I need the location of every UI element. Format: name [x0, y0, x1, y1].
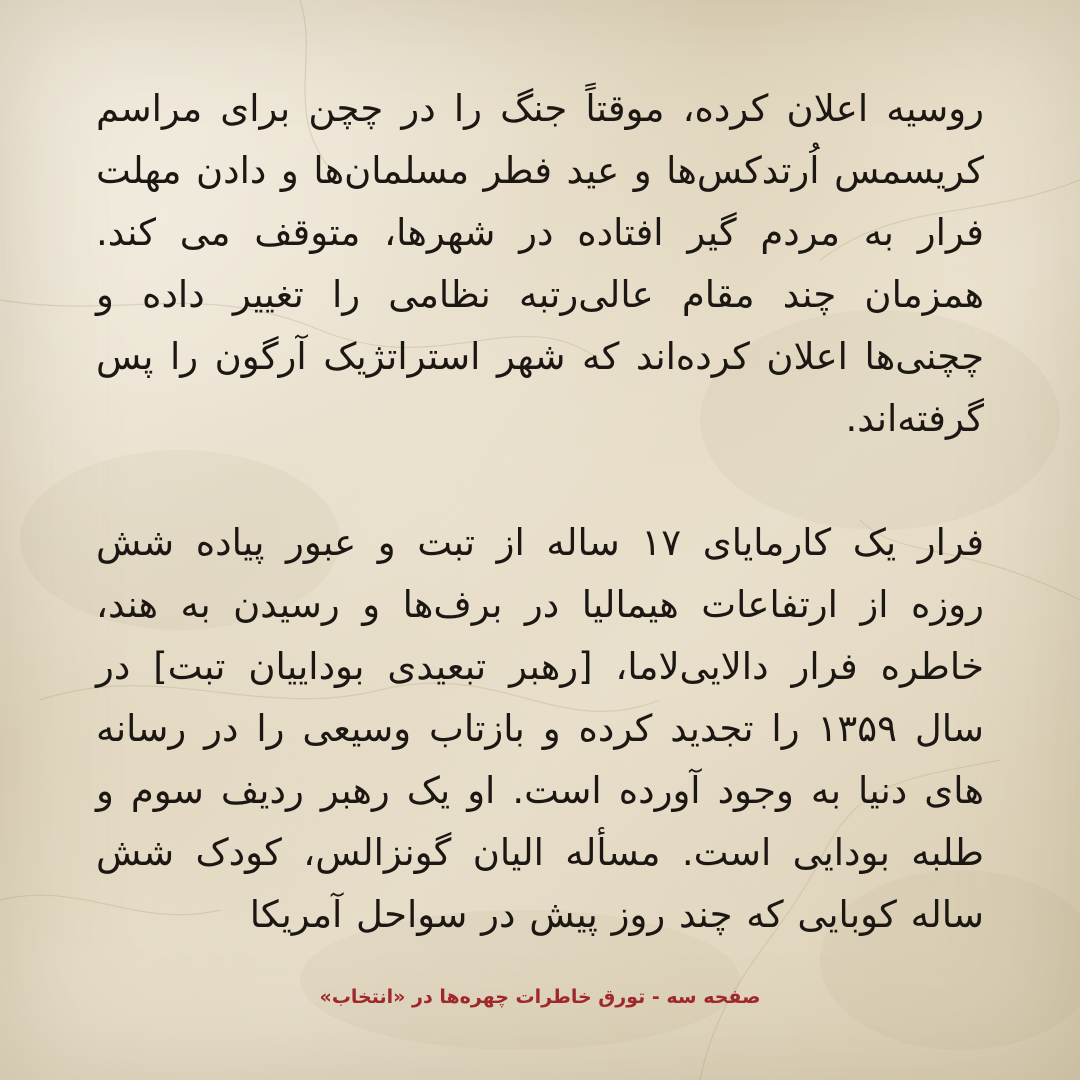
page-caption: صفحه سه - تورق خاطرات چهره‌ها در «انتخاب» [319, 986, 761, 1008]
article-paragraph-1: روسیه اعلان کرده، موقتاً جنگ را در چچن برای مراسم کریسمس اُرتدکس‌ها و عید فطر مسلمان‌ها و دادن مهلت فرار به مردم گیر افتاده در شهرها، متوقف می کند. همزمان چند مقام عالی‌رتبه نظامی را تغییر داده و چچنی‌ها اعلان کرده‌اند که شهر استراتژیک آرگون را پس گرفته‌اند. [96, 87, 984, 440]
article-paragraph-2: فرار یک کارمایای ۱۷ ساله از تبت و عبور پیاده شش روزه از ارتفاعات هیمالیا در برف‌ها و رسیدن به هند، خاطره فرار دالایی‌لاما، [رهبر تبعیدی بوداییان تبت] در سال ۱۳۵۹ را تجدید کرده و بازتاب وسیعی را در رسانه های دنیا به وجود آورده است. او یک رهبر ردیف سوم و طلبه بودایی است. مسأله الیان گونزالس، کودک شش ساله کوبایی که چند روز پیش در سواحل آمریکا [96, 521, 985, 936]
article-body [96, 78, 984, 946]
